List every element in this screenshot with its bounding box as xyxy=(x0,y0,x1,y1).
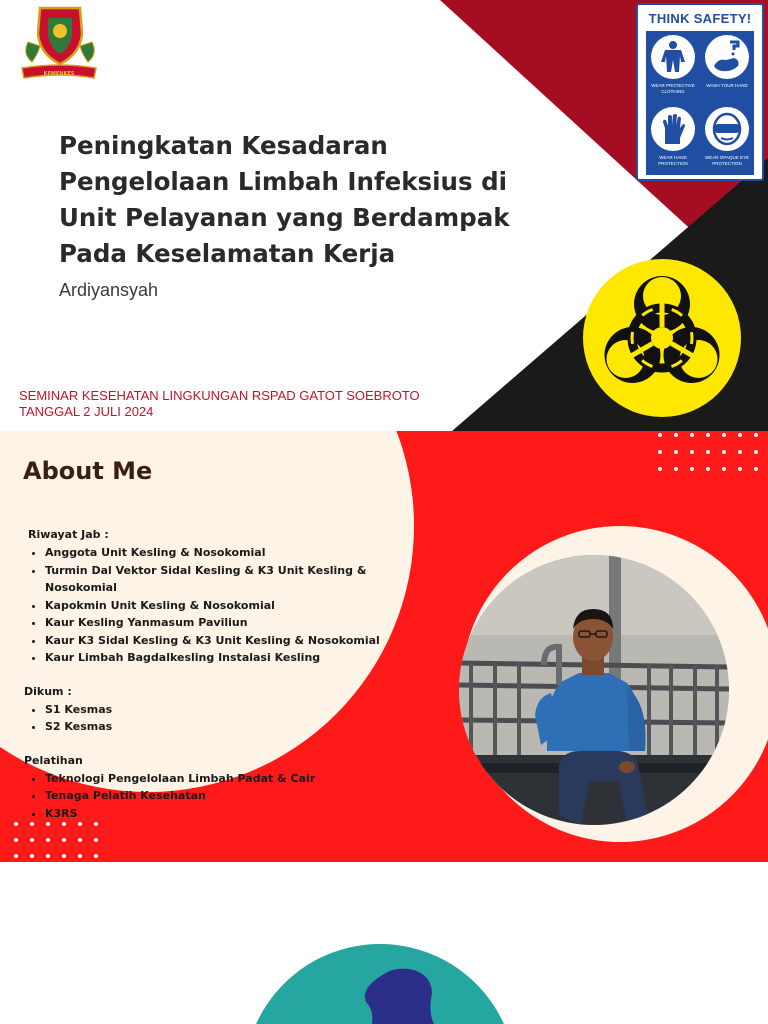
seminar-name: SEMINAR KESEHATAN LINGKUNGAN RSPAD GATOT SOEBROTO xyxy=(19,388,420,403)
list-item: • Kapokmin Unit Kesling & Nosokomial xyxy=(45,597,384,615)
safety-item-clothing xyxy=(646,31,700,103)
profile-photo xyxy=(459,555,729,825)
safety-item-wash xyxy=(700,31,754,103)
bio-content xyxy=(24,526,384,822)
safety-item-caption: WEAR HAND PROTECTION xyxy=(658,155,688,166)
list-item: • K3RS xyxy=(45,805,384,823)
section-label-dikum: Dikum : xyxy=(24,684,72,698)
person-photo-illustration xyxy=(459,555,729,825)
eye-protection-icon xyxy=(708,110,746,148)
presentation-title: Peningkatan Kesadaran Pengelolaan Limbah Infeksius di Unit Pelayanan yang Berdampak Pada Keselamatan Kerja xyxy=(59,131,510,268)
seminar-info xyxy=(19,388,420,420)
about-me-heading: About Me xyxy=(23,457,153,485)
list-item: • Kaur K3 Sidal Kesling & K3 Unit Kesling & Nosokomial xyxy=(45,632,384,650)
list-item: • Teknologi Pengelolaan Limbah Padat & Cair xyxy=(45,770,384,788)
protective-clothing-icon xyxy=(654,38,692,76)
author-name: Ardiyansyah xyxy=(59,280,159,300)
list-item: • Kaur Kesling Yanmasum Paviliun xyxy=(45,614,384,632)
slide-about-me xyxy=(0,431,768,862)
slide-title xyxy=(0,0,768,431)
safety-item-gloves xyxy=(646,103,700,175)
safety-item-caption: WASH YOUR HAND xyxy=(706,83,748,88)
decorative-dots-top xyxy=(652,431,768,473)
section-label-riwayat: Riwayat Jab : xyxy=(28,528,109,541)
riwayat-list xyxy=(24,544,384,667)
think-safety-sign xyxy=(636,3,764,181)
pelatihan-list xyxy=(24,770,384,823)
seminar-date: TANGGAL 2 JULI 2024 xyxy=(19,404,154,419)
list-item: • Kaur Limbah Bagdalkesling Instalasi Kesling xyxy=(45,649,384,667)
list-item: • S1 Kesmas xyxy=(45,701,384,719)
government-logo xyxy=(18,4,98,82)
safety-item-caption: WEAR OPAQUE EYE PROTECTION xyxy=(705,155,749,166)
gloves-icon xyxy=(654,110,692,148)
globe-illustration xyxy=(0,862,768,1024)
section-label-pelatihan: Pelatihan xyxy=(24,753,83,767)
list-item: • Tenaga Pelatih Kesehatan xyxy=(45,787,384,805)
list-item: • Turmin Dal Vektor Sidal Kesling & K3 Unit Kesling & Nosokomial xyxy=(45,562,384,597)
svg-text:KEMENKES: KEMENKES xyxy=(43,71,75,77)
slide-next-partial xyxy=(0,862,768,1024)
safety-item-eyes xyxy=(700,103,754,175)
crest-icon xyxy=(18,4,98,82)
decorative-dots-bottom xyxy=(0,816,116,862)
biohazard-icon xyxy=(582,258,742,418)
biohazard-sign xyxy=(582,258,742,418)
safety-item-caption: WEAR PROTECTIVE CLOTHING xyxy=(651,83,695,94)
wash-hands-icon xyxy=(708,38,746,76)
list-item: • Anggota Unit Kesling & Nosokomial xyxy=(45,544,384,562)
dikum-list xyxy=(24,701,384,736)
list-item: • S2 Kesmas xyxy=(45,718,384,736)
safety-sign-grid xyxy=(646,31,754,175)
safety-sign-title: THINK SAFETY! xyxy=(648,11,752,26)
